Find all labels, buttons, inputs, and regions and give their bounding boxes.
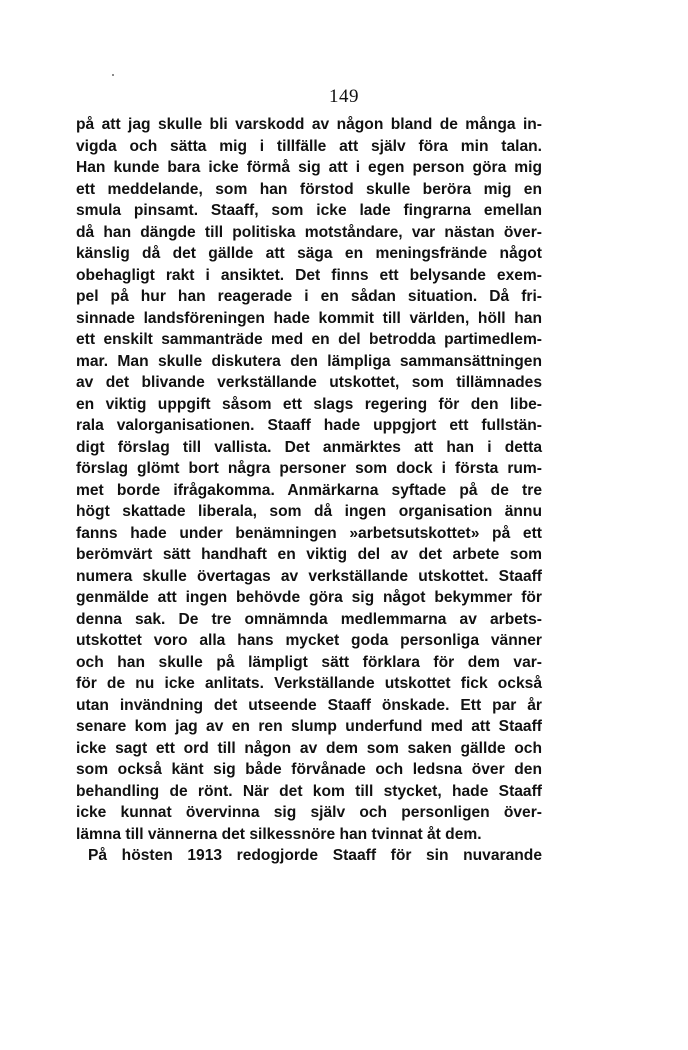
text-line: met borde ifrågakomma. Anmärkarna syftade på de tre: [76, 481, 542, 499]
body-text: [76, 114, 542, 867]
text-line: pel på hur han reagerade i en sådan situation. Då fri-: [76, 288, 542, 305]
text-line: icke sagt ett ord till någon av dem som saken gällde och: [76, 739, 542, 757]
text-line: ett enskilt sammanträde med en del betrodda partimedlem-: [76, 331, 542, 348]
text-line: som också känt sig både förvånade och ledsna över den: [76, 761, 542, 778]
text-line: senare kom jag av en ren slump underfund med att Staaff: [76, 718, 542, 735]
text-line: denna sak. De tre omnämnda medlemmarna av arbets-: [76, 610, 542, 628]
text-line: en viktig uppgift såsom ett slags regering för den libe-: [76, 395, 542, 413]
text-line: förslag glömt bort några personer som dock i första rum-: [76, 460, 542, 477]
text-line: icke kunnat övervinna sig själv och personligen över-: [76, 804, 542, 821]
text-line: Han kunde bara icke förmå sig att i egen person göra mig: [76, 159, 542, 176]
text-line: för de nu icke anlitats. Verkställande utskottet fick också: [76, 675, 542, 692]
text-line: smula pinsamt. Staaff, som icke lade fingrarna emellan: [76, 202, 542, 219]
text-line: av det blivande verkställande utskottet, som tillämnades: [76, 374, 542, 391]
text-line: fanns hade under benämningen »arbetsutskottet» på ett: [76, 524, 542, 542]
text-line: då han dängde till politiska motståndare, var nästan över-: [76, 223, 542, 241]
text-line: känslig då det gällde att säga en meningsfrände något: [76, 245, 542, 262]
text-line: rala valorganisationen. Staaff hade uppgjort ett fullstän-: [76, 417, 542, 434]
page-number: 149: [329, 86, 359, 107]
text-line: mar. Man skulle diskutera den lämpliga sammansättningen: [76, 352, 542, 370]
text-line: sinnade landsföreningen hade kommit till världen, höll han: [76, 309, 542, 327]
text-line: högt skattade liberala, som då ingen organisation ännu: [76, 503, 542, 520]
text-line: numera skulle övertagas av verkställande utskottet. Staaff: [76, 567, 542, 585]
text-line: berömvärt sätt handhaft en viktig del av det arbete som: [76, 546, 542, 563]
text-line: utan invändning det utseende Staaff önskade. Ett par år: [76, 696, 542, 714]
text-line: genmälde att ingen behövde göra sig något bekymmer för: [76, 589, 542, 606]
text-line: digt förslag till vallista. Det anmärktes att han i detta: [76, 438, 542, 456]
text-line: På hösten 1913 redogjorde Staaff för sin nuvarande: [88, 847, 542, 864]
text-line: lämna till vännerna det silkessnöre han tvinnat åt dem.: [76, 825, 482, 843]
text-line: ett meddelande, som han förstod skulle beröra mig en: [76, 180, 542, 198]
print-speck: [112, 74, 114, 76]
text-line: på att jag skulle bli varskodd av någon bland de många in-: [76, 116, 542, 133]
text-line: utskottet voro alla hans mycket goda personliga vänner: [76, 632, 542, 649]
text-line: behandling de rönt. När det kom till stycket, hade Staaff: [76, 782, 542, 800]
text-line: vigda och sätta mig i tillfälle att själv föra min talan.: [76, 137, 542, 155]
text-line: obehagligt rakt i ansiktet. Det finns ett belysande exem-: [76, 266, 542, 284]
text-line: och han skulle på lämpligt sätt förklara för dem var-: [76, 653, 542, 671]
